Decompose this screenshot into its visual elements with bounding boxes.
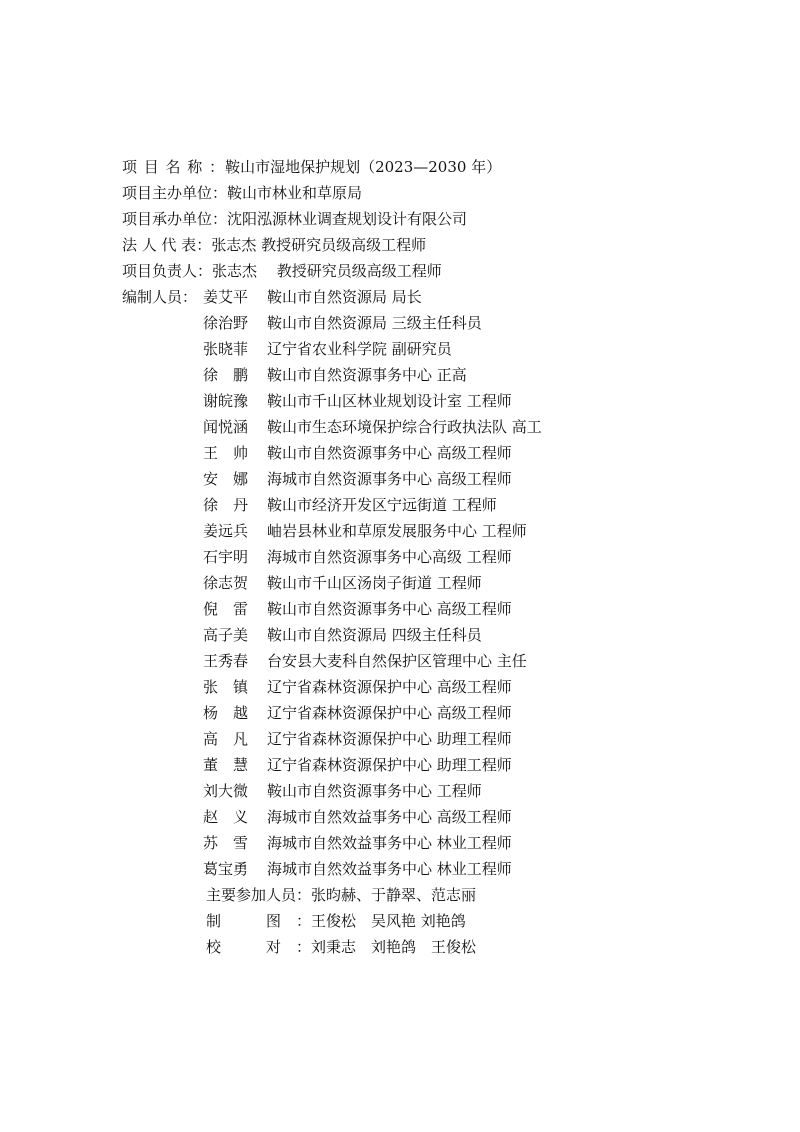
staff-org-title: 海城市自然效益事务中心 林业工程师 [267,834,512,852]
staff-org-title: 鞍山市生态环境保护综合行政执法队 高工 [267,418,542,436]
staff-name: 高 凡 [203,730,249,748]
legal-rep-line [122,232,782,258]
participants-line [122,882,782,908]
contractor-line [122,206,782,232]
legal-rep-value: 张志杰 教授研究员级高级工程师 [211,236,427,254]
proofreading-label: 校 对 ： [206,938,312,956]
staff-name: 董 慧 [203,756,249,774]
staff-org-title: 岫岩县林业和草原发展服务中心 工程师 [267,522,527,540]
staff-row [122,752,782,778]
staff-org-title: 鞍山市千山区林业规划设计室 工程师 [267,392,512,410]
staff-label: 编制人员： [122,288,198,306]
staff-row [122,778,782,804]
staff-row [122,518,782,544]
staff-name: 张 镇 [203,678,249,696]
staff-list [122,284,782,882]
staff-name: 赵 义 [203,808,249,826]
staff-row [122,622,782,648]
staff-name: 刘大微 [203,782,249,800]
staff-row [122,830,782,856]
drafting-value: 王俊松 吴风艳 刘艳鸽 [311,912,466,930]
staff-org-title: 辽宁省森林资源保护中心 高级工程师 [267,678,512,696]
staff-row [122,804,782,830]
project-name-value: 鞍山市湿地保护规划（2023—2030 年） [225,158,502,176]
staff-org-title: 辽宁省森林资源保护中心 高级工程师 [267,704,512,722]
staff-org-title: 台安县大麦科自然保护区管理中心 主任 [267,652,527,670]
staff-name: 王秀春 [203,652,249,670]
contractor-label: 项目承办单位： [122,210,228,228]
staff-org-title: 鞍山市自然资源事务中心 高级工程师 [267,600,512,618]
proofreading-value: 刘秉志 刘艳鸽 王俊松 [311,938,477,956]
staff-org-title: 辽宁省农业科学院 副研究员 [267,340,452,358]
staff-row [122,362,782,388]
contractor-value: 沈阳泓源林业调查规划设计有限公司 [227,210,468,228]
staff-org-title: 辽宁省森林资源保护中心 助理工程师 [267,756,512,774]
staff-name: 姜远兵 [203,522,249,540]
staff-name: 安 娜 [203,470,249,488]
staff-row [122,336,782,362]
legal-rep-label: 法 人 代 表： [122,236,212,254]
project-name-label: 项 目 名 称 ： [122,158,226,176]
staff-name: 张晓菲 [203,340,249,358]
staff-org-title: 海城市自然效益事务中心 林业工程师 [267,860,512,878]
project-name-line [122,154,782,180]
drafting-label: 制 图 ： [206,912,312,930]
staff-name: 徐志贺 [203,574,249,592]
staff-name: 苏 雪 [203,834,249,852]
staff-org-title: 辽宁省森林资源保护中心 助理工程师 [267,730,512,748]
staff-name: 徐治野 [203,314,249,332]
drafting-line [122,908,782,934]
staff-row [122,414,782,440]
staff-name: 姜艾平 [203,288,249,306]
staff-row [122,544,782,570]
staff-name: 高子美 [203,626,249,644]
staff-row [122,310,782,336]
participants-label: 主要参加人员： [206,886,312,904]
staff-org-title: 海城市自然效益事务中心 高级工程师 [267,808,512,826]
participants-value: 张昀赫、于静翠、范志丽 [311,886,477,904]
staff-org-title: 鞍山市自然资源局 局长 [267,288,422,306]
staff-row [122,440,782,466]
staff-row [122,570,782,596]
staff-name: 王 帅 [203,444,249,462]
staff-org-title: 鞍山市自然资源局 四级主任科员 [267,626,482,644]
staff-row [122,596,782,622]
staff-row [122,648,782,674]
project-lead-line [122,258,782,284]
project-lead-label: 项目负责人： [122,262,213,280]
staff-org-title: 海城市自然资源事务中心 高级工程师 [267,470,512,488]
sponsor-value: 鞍山市林业和草原局 [227,184,363,202]
staff-org-title: 海城市自然资源事务中心高级 工程师 [267,548,512,566]
staff-name: 倪 雷 [203,600,249,618]
staff-row [122,388,782,414]
staff-org-title: 鞍山市自然资源事务中心 工程师 [267,782,482,800]
staff-name: 徐 丹 [203,496,249,514]
staff-org-title: 鞍山市自然资源事务中心 正高 [267,366,467,384]
staff-name: 谢皖豫 [203,392,249,410]
staff-org-title: 鞍山市千山区汤岗子街道 工程师 [267,574,482,592]
sponsor-line [122,180,782,206]
staff-row [122,726,782,752]
document-body [122,154,782,960]
staff-row [122,856,782,882]
staff-row [122,700,782,726]
staff-name: 石宇明 [203,548,249,566]
project-lead-value: 张志杰 教授研究员级高级工程师 [212,262,442,280]
proofreading-line [122,934,782,960]
staff-org-title: 鞍山市经济开发区宁远街道 工程师 [267,496,497,514]
staff-org-title: 鞍山市自然资源局 三级主任科员 [267,314,482,332]
staff-row [122,674,782,700]
sponsor-label: 项目主办单位： [122,184,228,202]
staff-name: 闻悦涵 [203,418,249,436]
staff-row [122,492,782,518]
staff-row [122,466,782,492]
staff-name: 徐 鹏 [203,366,249,384]
staff-name: 杨 越 [203,704,249,722]
staff-org-title: 鞍山市自然资源事务中心 高级工程师 [267,444,512,462]
staff-name: 葛宝勇 [203,860,249,878]
staff-row [122,284,782,310]
